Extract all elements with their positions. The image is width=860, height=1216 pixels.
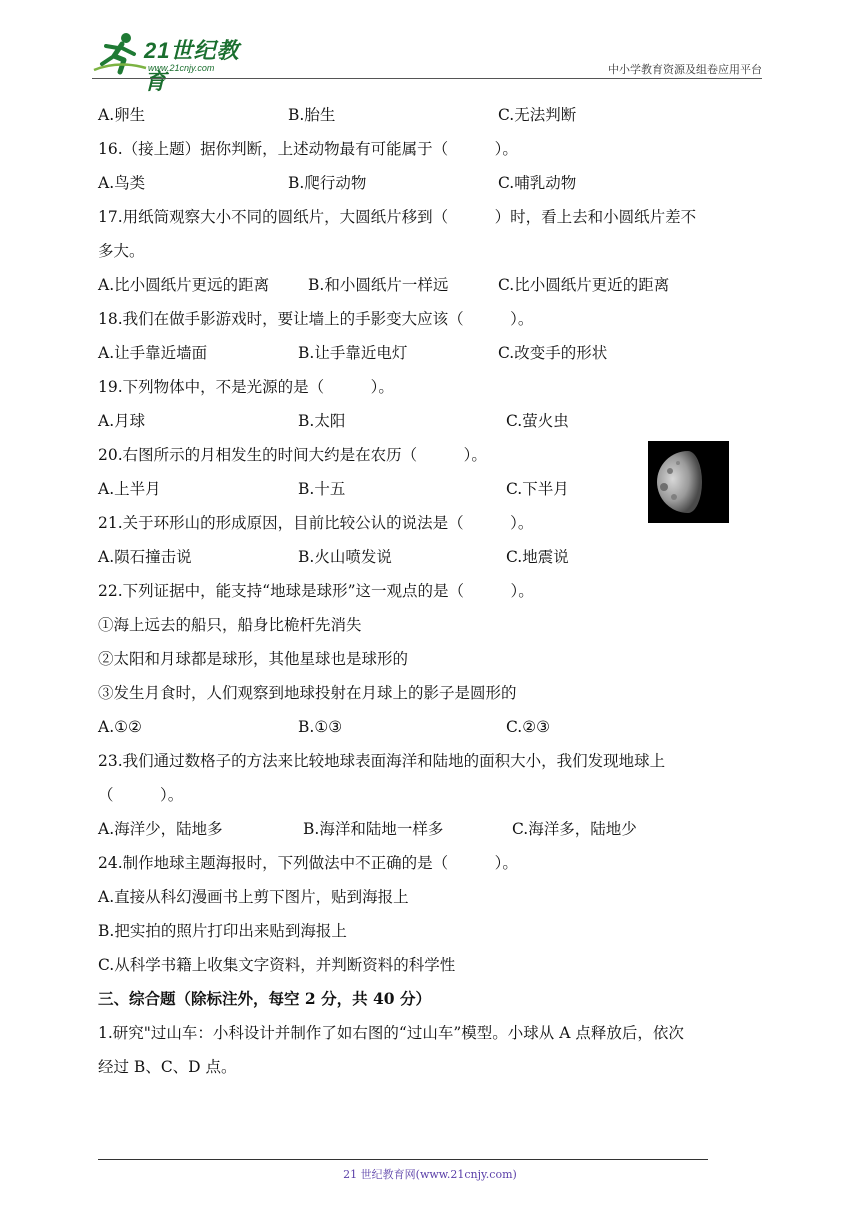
answer-option-c: C.地震说 xyxy=(506,548,569,566)
text-line: 21.关于环形山的形成原因，目前比较公认的说法是（ ）。 xyxy=(98,514,534,532)
answer-options xyxy=(98,336,768,370)
text-line: 18.我们在做手影游戏时，要让墙上的手影变大应该（ ）。 xyxy=(98,310,534,328)
answer-option-a: A.上半月 xyxy=(98,480,161,498)
text-line: ①海上远去的船只，船身比桅杆先消失 xyxy=(98,616,362,634)
answer-option-a: A.①② xyxy=(98,718,142,736)
answer-options xyxy=(98,404,768,438)
text-line: （ ）。 xyxy=(98,786,184,804)
answer-option-a: A.月球 xyxy=(98,412,146,430)
answer-option-c: C.海洋多，陆地少 xyxy=(512,820,637,838)
text-line: ②太阳和月球都是球形，其他星球也是球形的 xyxy=(98,650,409,668)
answer-option-c: C.改变手的形状 xyxy=(498,344,608,362)
answer-option-a: A.陨石撞击说 xyxy=(98,548,192,566)
answer-option-b: B.爬行动物 xyxy=(288,174,367,192)
answer-option-c: C.下半月 xyxy=(506,480,569,498)
answer-option-b: B.①③ xyxy=(298,718,343,736)
answer-options xyxy=(98,166,768,200)
text-line: 19.下列物体中，不是光源的是（ ）。 xyxy=(98,378,394,396)
answer-options xyxy=(98,268,768,302)
runner-logo-icon xyxy=(92,30,148,76)
text-line: 20.右图所示的月相发生的时间大约是在农历（ ）。 xyxy=(98,446,487,464)
answer-option-b: B.火山喷发说 xyxy=(298,548,392,566)
answer-option-b: B.太阳 xyxy=(298,412,346,430)
answer-option-a: A.海洋少，陆地多 xyxy=(98,820,223,838)
answer-option-b: B.让手靠近电灯 xyxy=(298,344,408,362)
text-line: 16.（接上题）据你判断，上述动物最有可能属于（ ）。 xyxy=(98,140,518,158)
footer-text: 21 世纪教育网(www.21cnjy.com) xyxy=(343,1168,517,1181)
text-line: 17.用纸筒观察大小不同的圆纸片，大圆纸片移到（ ）时，看上去和小圆纸片差不 xyxy=(98,208,697,226)
answer-options xyxy=(98,98,768,132)
answer-option-c: C.比小圆纸片更近的距离 xyxy=(498,276,670,294)
answer-options xyxy=(98,812,768,846)
answer-option-c: C.无法判断 xyxy=(498,106,577,124)
answer-option-a: A.让手靠近墙面 xyxy=(98,344,208,362)
answer-option-a: A.比小圆纸片更远的距离 xyxy=(98,276,270,294)
text-line: 多大。 xyxy=(98,242,145,260)
answer-option-b: B.海洋和陆地一样多 xyxy=(303,820,444,838)
answer-option-a: A.卵生 xyxy=(98,106,146,124)
answer-option-a: A.鸟类 xyxy=(98,174,146,192)
section-heading: 三、综合题（除标注外，每空 2 分，共 40 分） xyxy=(98,989,431,1008)
platform-title: 中小学教育资源及组卷应用平台 xyxy=(608,63,762,76)
logo xyxy=(92,30,262,94)
moon-icon xyxy=(648,441,729,523)
text-line: 1.研究"过山车：小科设计并制作了如右图的“过山车”模型。小球从 A 点释放后，依次 xyxy=(98,1024,684,1042)
text-line: B.把实拍的照片打印出来贴到海报上 xyxy=(98,922,347,940)
answer-option-b: B.胎生 xyxy=(288,106,336,124)
logo-url: www.21cnjy.com xyxy=(148,63,215,73)
text-line: 24.制作地球主题海报时，下列做法中不正确的是（ ）。 xyxy=(98,854,518,872)
logo-text: 21世纪教育 xyxy=(144,38,240,94)
answer-options xyxy=(98,540,768,574)
answer-option-c: C.哺乳动物 xyxy=(498,174,577,192)
text-line: ③发生月食时，人们观察到地球投射在月球上的影子是圆形的 xyxy=(98,684,517,702)
text-line: 22.下列证据中，能支持“地球是球形”这一观点的是（ ）。 xyxy=(98,582,534,600)
answer-option-c: C.萤火虫 xyxy=(506,412,569,430)
moon-phase-image xyxy=(648,441,729,523)
answer-option-b: B.和小圆纸片一样远 xyxy=(308,276,449,294)
footer-divider xyxy=(98,1159,708,1160)
header-divider xyxy=(92,78,762,79)
page-header xyxy=(92,30,762,94)
text-line: 经过 B、C、D 点。 xyxy=(98,1058,237,1076)
document-body xyxy=(98,98,768,1084)
text-line: 23.我们通过数格子的方法来比较地球表面海洋和陆地的面积大小，我们发现地球上 xyxy=(98,752,666,770)
text-line: C.从科学书籍上收集文字资料，并判断资料的科学性 xyxy=(98,956,456,974)
answer-option-c: C.②③ xyxy=(506,718,551,736)
text-line: A.直接从科幻漫画书上剪下图片，贴到海报上 xyxy=(98,888,409,906)
answer-options xyxy=(98,710,768,744)
answer-option-b: B.十五 xyxy=(298,480,346,498)
